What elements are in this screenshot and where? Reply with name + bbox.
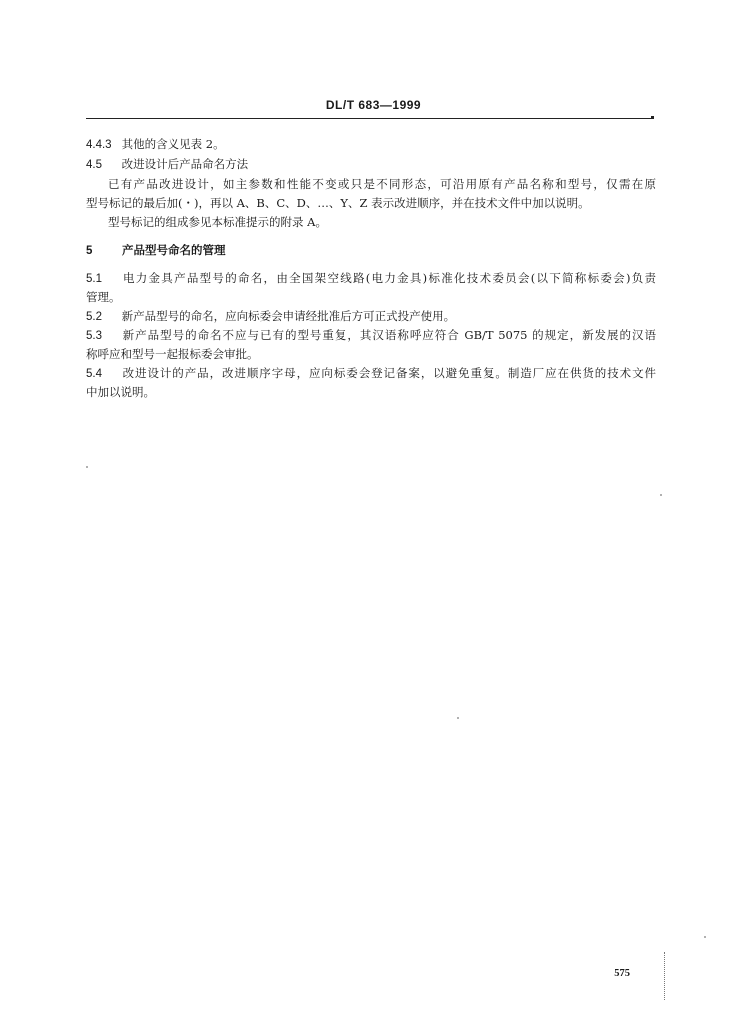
paragraph-line: 管理。 <box>86 290 121 304</box>
scan-speck <box>704 936 706 938</box>
clause-number: 4.5 <box>86 159 102 171</box>
section-number: 5 <box>86 245 93 257</box>
clause-heading-text: 改进设计后产品命名方法 <box>121 157 249 171</box>
clause-4-4-3 <box>86 136 656 153</box>
header-rule <box>86 118 652 119</box>
section-title: 产品型号命名的管理 <box>122 243 226 257</box>
paragraph-line: 称呼应和型号一起报标委会审批。 <box>86 347 259 361</box>
clause-text: 新产品型号的命名不应与已有的型号重复，其汉语称呼应符合 GB/T 5075 的规定，新发展的汉语 <box>122 328 657 342</box>
scan-speck <box>660 494 662 496</box>
clause-number: 5.3 <box>86 330 102 342</box>
section-5-heading <box>86 242 656 259</box>
clause-text: 改进设计的产品，改进顺序字母，应向标委会登记备案，以避免重复。制造厂应在供货的技术文件 <box>122 366 657 380</box>
clause-text: 其他的含义见表 2。 <box>121 137 225 151</box>
paragraph-line: 中加以说明。 <box>86 385 155 399</box>
clause-text: 电力金具产品型号的命名，由全国架空线路(电力金具)标准化技术委员会(以下简称标委会)负责 <box>122 271 656 285</box>
scan-speck <box>86 466 88 468</box>
paragraph-line: 型号标记的组成参见本标准提示的附录 A。 <box>108 215 327 229</box>
paragraph-line: 已有产品改进设计，如主参数和性能不变或只是不同形态，可沿用原有产品名称和型号，仅需在原 <box>108 177 656 191</box>
standard-code-header: DL/T 683—1999 <box>325 98 422 112</box>
scan-edge-mark <box>664 952 667 1000</box>
clause-5-2 <box>86 308 656 325</box>
clause-5-4 <box>86 365 656 382</box>
clause-number: 5.2 <box>86 311 102 323</box>
header-rule-end-mark <box>651 116 654 119</box>
clause-5-1 <box>86 270 656 287</box>
scan-speck <box>457 717 459 719</box>
paragraph-line: 型号标记的最后加(・)，再以 A、B、C、D、…、Y、Z 表示改进顺序，并在技术文件中加以说明。 <box>86 196 590 210</box>
page-number: 575 <box>614 968 630 979</box>
clause-text: 新产品型号的命名，应向标委会申请经批准后方可正式投产使用。 <box>121 309 456 323</box>
clause-number: 4.4.3 <box>86 139 112 151</box>
clause-number: 5.1 <box>86 273 102 285</box>
clause-4-5 <box>86 156 656 173</box>
clause-5-3 <box>86 327 656 344</box>
clause-number: 5.4 <box>86 368 102 380</box>
